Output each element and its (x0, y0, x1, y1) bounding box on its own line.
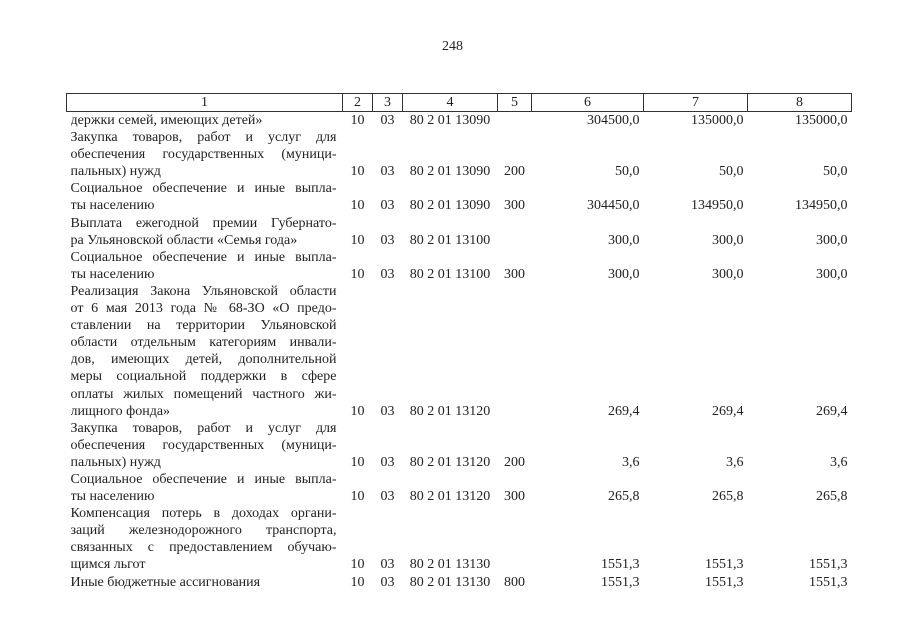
row-name (67, 420, 343, 471)
amount-col-6: 269,4 (608, 403, 640, 419)
row-name-line: ставлении на территории Ульяновской (70, 318, 337, 334)
amount-col-6: 265,8 (608, 489, 640, 505)
section-code: 10 (350, 574, 365, 590)
target-article-code: 80 2 01 13090 (409, 164, 491, 180)
row-name-line: Социальное обеспечение и иные выпла- (70, 249, 337, 265)
amount-col-7: 135000,0 (691, 113, 744, 128)
row-name-line: оплаты жилых помещений частного жи- (70, 386, 337, 402)
row-name (67, 215, 343, 249)
expense-type-code (498, 112, 532, 130)
row-name-line: меры социальной поддержки в сфере (70, 369, 337, 385)
row-name-line: Иные бюджетные ассигнования (70, 574, 261, 590)
amount-col-7: 269,4 (712, 403, 744, 419)
header-col-5: 5 (498, 94, 532, 112)
row-name-line: ты населению (70, 198, 155, 214)
header-col-8: 8 (748, 94, 852, 112)
expense-type-code (498, 283, 532, 420)
row-name-line: области отдельным категориям инвали- (70, 335, 337, 351)
header-col-2: 2 (343, 94, 373, 112)
table-row (67, 129, 852, 180)
subsection-code: 03 (380, 403, 395, 419)
amount-col-6: 304500,0 (587, 113, 640, 128)
amount-col-7: 265,8 (712, 489, 744, 505)
table-row (67, 283, 852, 420)
table-row (67, 249, 852, 283)
section-code: 10 (350, 454, 365, 470)
table-row (67, 180, 852, 214)
amount-col-6: 1551,3 (601, 574, 640, 590)
row-name (67, 112, 343, 130)
amount-col-7: 300,0 (712, 232, 744, 248)
amount-col-7: 300,0 (712, 266, 744, 282)
target-article-code: 80 2 01 13090 (409, 113, 491, 128)
budget-table (66, 93, 852, 591)
expense-type-code: 300 (504, 489, 525, 505)
amount-col-8: 265,8 (816, 489, 848, 505)
subsection-code: 03 (380, 113, 395, 128)
row-name (67, 471, 343, 505)
row-name-line: Социальное обеспечение и иные выпла- (70, 181, 337, 197)
row-name-line: ты населению (70, 489, 155, 505)
amount-col-8: 300,0 (816, 266, 848, 282)
amount-col-7: 1551,3 (705, 557, 744, 573)
target-article-code: 80 2 01 13090 (409, 198, 491, 214)
amount-col-7: 3,6 (726, 454, 744, 470)
amount-col-8: 135000,0 (795, 113, 848, 128)
amount-col-8: 1551,3 (809, 557, 848, 573)
row-name-line: обеспечения государственных (муници- (70, 147, 337, 163)
subsection-code: 03 (380, 489, 395, 505)
row-name-line: Выплата ежегодной премии Губернато- (70, 215, 337, 231)
row-name-line: держки семей, имеющих детей» (70, 113, 263, 128)
section-code: 10 (350, 164, 365, 180)
row-name-line: Закупка товаров, работ и услуг для (70, 130, 337, 146)
row-name-line: пальных) нужд (70, 164, 161, 180)
expense-type-code (498, 505, 532, 573)
amount-col-8: 269,4 (816, 403, 848, 419)
row-name-line: Закупка товаров, работ и услуг для (70, 420, 337, 436)
expense-type-code (498, 215, 532, 249)
target-article-code: 80 2 01 13120 (409, 403, 491, 419)
target-article-code: 80 2 01 13120 (409, 489, 491, 505)
header-col-6: 6 (532, 94, 644, 112)
table-row (67, 215, 852, 249)
row-name-line: лищного фонда» (70, 403, 171, 419)
header-col-7: 7 (644, 94, 748, 112)
amount-col-8: 1551,3 (809, 574, 848, 590)
row-name-line: Социальное обеспечение и иные выпла- (70, 471, 337, 487)
amount-col-7: 134950,0 (691, 198, 744, 214)
table-row (67, 574, 852, 591)
subsection-code: 03 (380, 164, 395, 180)
header-col-3: 3 (373, 94, 403, 112)
amount-col-7: 1551,3 (705, 574, 744, 590)
subsection-code: 03 (380, 454, 395, 470)
subsection-code: 03 (380, 198, 395, 214)
section-code: 10 (350, 198, 365, 214)
header-col-1: 1 (67, 94, 343, 112)
amount-col-6: 300,0 (608, 232, 640, 248)
row-name (67, 129, 343, 180)
section-code: 10 (350, 266, 365, 282)
expense-type-code: 200 (504, 454, 525, 470)
target-article-code: 80 2 01 13120 (409, 454, 491, 470)
expense-type-code: 300 (504, 198, 525, 214)
target-article-code: 80 2 01 13100 (409, 266, 491, 282)
table-row (67, 505, 852, 573)
row-name-line: ты населению (70, 266, 155, 282)
row-name (67, 505, 343, 573)
row-name-line: Компенсация потерь в доходах органи- (70, 506, 337, 522)
row-name (67, 574, 343, 591)
row-name-line: от 6 мая 2013 года № 68-ЗО «О предо- (70, 301, 337, 317)
subsection-code: 03 (380, 574, 395, 590)
amount-col-6: 304450,0 (587, 198, 640, 214)
amount-col-6: 50,0 (615, 164, 640, 180)
target-article-code: 80 2 01 13130 (409, 574, 491, 590)
amount-col-8: 3,6 (830, 454, 848, 470)
target-article-code: 80 2 01 13130 (409, 557, 491, 573)
amount-col-8: 300,0 (816, 232, 848, 248)
row-name-line: связанных с предоставлением обучаю- (70, 540, 337, 556)
header-col-4: 4 (403, 94, 498, 112)
amount-col-6: 3,6 (622, 454, 640, 470)
row-name-line: заций железнодорожного транспорта, (70, 523, 337, 539)
row-name-line: ра Ульяновской области «Семья года» (70, 232, 298, 248)
row-name (67, 283, 343, 420)
subsection-code: 03 (380, 557, 395, 573)
table-header-row (67, 94, 852, 112)
row-name-line: щимся льгот (70, 557, 146, 573)
expense-type-code: 200 (504, 164, 525, 180)
row-name (67, 249, 343, 283)
amount-col-8: 50,0 (823, 164, 848, 180)
row-name-line: дов, имеющих детей, дополнительной (70, 352, 337, 368)
row-name-line: Реализация Закона Ульяновской области (70, 283, 337, 299)
table-row (67, 112, 852, 130)
row-name-line: пальных) нужд (70, 454, 161, 470)
section-code: 10 (350, 232, 365, 248)
row-name (67, 180, 343, 214)
expense-type-code: 300 (504, 266, 525, 282)
expense-type-code: 800 (504, 574, 525, 590)
section-code: 10 (350, 557, 365, 573)
table-row (67, 420, 852, 471)
subsection-code: 03 (380, 266, 395, 282)
table-row (67, 471, 852, 505)
amount-col-6: 300,0 (608, 266, 640, 282)
row-name-line: обеспечения государственных (муници- (70, 437, 337, 453)
section-code: 10 (350, 489, 365, 505)
amount-col-8: 134950,0 (795, 198, 848, 214)
table-body (67, 112, 852, 591)
page-number: 248 (442, 39, 463, 54)
amount-col-7: 50,0 (719, 164, 744, 180)
subsection-code: 03 (380, 232, 395, 248)
section-code: 10 (350, 113, 365, 128)
section-code: 10 (350, 403, 365, 419)
target-article-code: 80 2 01 13100 (409, 232, 491, 248)
amount-col-6: 1551,3 (601, 557, 640, 573)
